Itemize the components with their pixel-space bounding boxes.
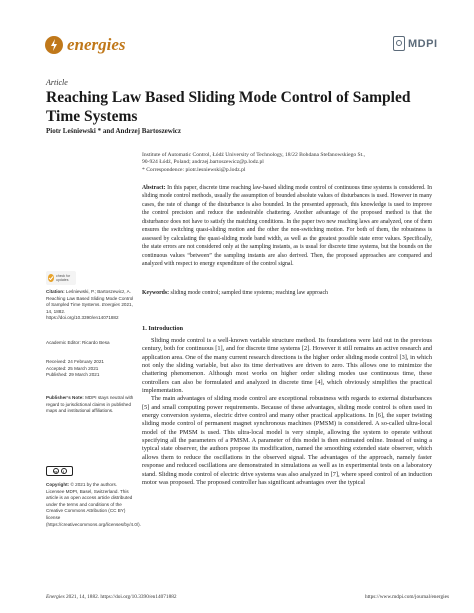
citation-block xyxy=(46,289,136,322)
mdpi-logo-icon xyxy=(393,36,405,51)
accepted-date: Accepted: 25 March 2021 xyxy=(46,365,99,371)
footer-url-link[interactable]: https://www.mdpi.com/journal/energies xyxy=(365,594,450,600)
article-title: Reaching Law Based Sliding Mode Control of Sampled Time Systems xyxy=(46,89,411,125)
affiliation-line: Institute of Automatic Control, Łódź University of Technology, 18/22 Bohdana Stefanowskiego St., xyxy=(142,152,366,158)
dates-block xyxy=(46,359,136,379)
affiliation xyxy=(142,152,432,174)
footer-citation xyxy=(46,594,177,600)
paragraph: The main advantages of sliding mode control are exceptional robustness with regards to external disturbances [5] and small computing power requirements. Because of these advantages, sliding mode control is often used in energy conversion systems, electric drive control and many other practical applications. In [6], the super twisting sliding mode control of permanent magnet synchronous machines (PMSM) is considered. A so-called ultra-local model of the PMSM is used. This ultra-local model is very simple, allowing the system to operate without specifying all the parameters of a PMSM. A parameter of this model is then estimated online. Instead of using a typical state observer, the authors propose its modification, named the smoothing extended state observer, which allows them to reduce the oscillations in the observed signal. The advantages of the approach, namely faster response and reduced oscillations are demonstrated in simulations as well as in experimental tests on a laboratory stand. Sliding mode control of electric drive systems was also analyzed in [7], where speed control of an induction motor was proposed. The proposed controller has significant advantages over the typical xyxy=(142,395,432,486)
publisher-note-label: Publisher’s Note: xyxy=(46,395,84,400)
cc-by-license-badge[interactable] xyxy=(46,466,73,476)
check-for-updates-label: check for updates xyxy=(56,274,71,282)
abstract-label: Abstract: xyxy=(142,185,166,191)
citation-details: 2021, 14, 1882. https://doi.org/10.3390/en14071882 xyxy=(46,302,133,321)
abstract-text: In this paper, discrete time reaching law-based sliding mode control of continuous time systems is considered. In sliding mode control methods, usually the assumption of bounded absolute values of disturbances is used. However in many cases, the rate of change of the disturbance is also bounded. In the presented approach, this knowledge is used to improve the control precision and reduce the undesirable chattering. Another advantage of the proposed method is that the disturbance does not have to satisfy the matching conditions. In the paper two new reaching laws are analyzed, one of them ensures the switching quasi-sliding motion and the other the non-switching motion. For both of them, the robustness is assessed by calculating the quasi-sliding mode band width, as well as the greatest possible state error values. Specifically, the state errors are not considered only at the sampling instants, as is usual for discrete time systems, but the bounds on the continuous values “between” the sampling instants are also derived. Then, the proposed approaches are compared and analyzed with respect to energy expenditure of the control signal. xyxy=(142,185,432,268)
article-type: Article xyxy=(46,78,68,87)
editor-label: Academic Editor: xyxy=(46,340,81,345)
publisher-note xyxy=(46,395,136,415)
keywords-text: sliding mode control; sampled time systems; reaching law approach xyxy=(170,290,328,296)
academic-editor xyxy=(46,340,136,347)
mdpi-logo-text: MDPI xyxy=(408,37,438,50)
mdpi-logo xyxy=(393,36,438,51)
correspondence: * Correspondence: piotr.lesniewski@p.lodz.pl xyxy=(142,166,246,173)
creative-commons-icon: cc xyxy=(53,470,58,474)
publisher-note-text: MDPI stays neutral with regard to jurisdictional claims in published maps and institutional affiliations. xyxy=(46,395,134,414)
editor-name: Ricardo Besa xyxy=(82,340,110,345)
footer-journal: Energies xyxy=(46,594,65,600)
checkmark-icon xyxy=(48,274,54,282)
footer-citation-details: 2021, 14, 1882. https://doi.org/10.3390/en14071882 xyxy=(65,594,177,600)
copyright-block xyxy=(46,482,141,528)
keywords xyxy=(142,290,432,296)
received-date: Received: 24 February 2021 xyxy=(46,359,104,364)
section-heading: 1. Introduction xyxy=(142,325,184,332)
keywords-label: Keywords: xyxy=(142,290,170,296)
check-for-updates-button[interactable] xyxy=(46,271,76,285)
citation-text: Leśniewski, P.; Bartoszewicz, A. Reaching Law Based Sliding Mode Control of Sampled Time Systems. xyxy=(46,289,134,308)
affiliation-line: 90-924 Łódź, Poland; andrzej.bartoszewicz@p.lodz.pl xyxy=(142,159,264,166)
citation-label: Citation: xyxy=(46,289,65,294)
paragraph: Sliding mode control is a well-known variable structure method. Its foundations were laid out in the previous century, both for continuous [1], and for discrete time systems [2]. However it still remains an active research and application area. One of the many current research directions is the higher order sliding mode control [3], in which not only the sliding variable, but also its time derivatives are driven to zero. This allows one to minimize the chattering phenomenon. Although most works on higher order sliding modes use continuous time, these controllers can also be formulated and analyzed in discrete time [4], which obviously simplifies the practical implementation. xyxy=(142,337,432,395)
journal-name: energies xyxy=(67,35,126,54)
energies-logo-icon xyxy=(45,36,63,54)
authors: Piotr Leśniewski * and Andrzej Bartoszewicz xyxy=(46,127,181,135)
attribution-icon: i xyxy=(61,468,67,474)
published-date: Published: 29 March 2021 xyxy=(46,372,100,378)
citation-journal: Energies xyxy=(101,302,121,308)
copyright-label: Copyright: xyxy=(46,482,70,487)
copyright-text: © 2021 by the authors. Licensee MDPI, Basel, Switzerland. This article is an open access article distributed under the terms and conditions of the Creative Commons Attribution (CC BY) license (https://creativecommons.org/licenses/by/4.0/). xyxy=(46,482,141,527)
abstract xyxy=(142,184,432,269)
introduction-body xyxy=(142,337,432,487)
